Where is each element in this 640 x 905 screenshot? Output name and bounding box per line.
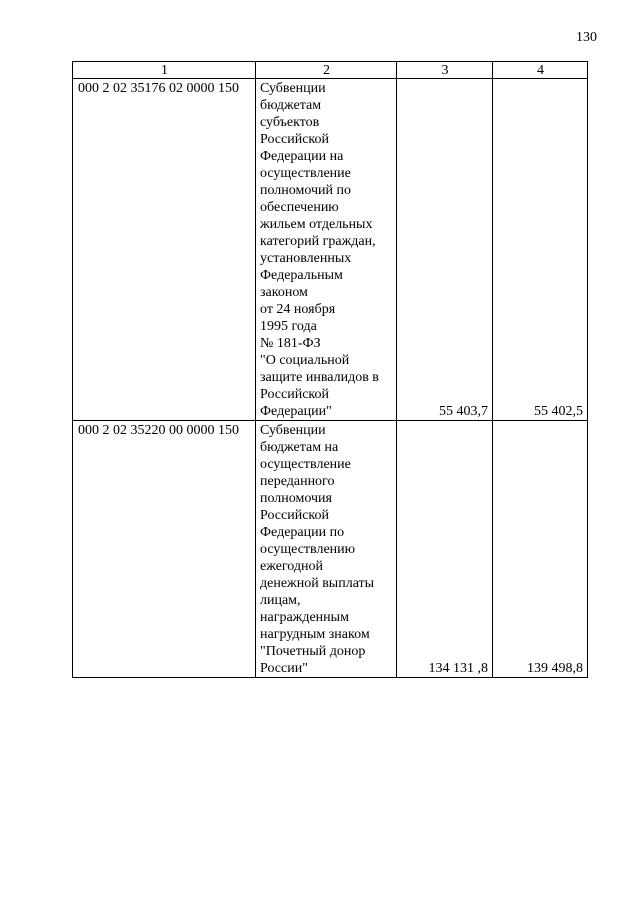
header-row — [73, 62, 588, 79]
page-number: 130 — [576, 30, 597, 45]
budget-code-cell: 000 2 02 35220 00 0000 150 — [73, 421, 256, 678]
column-header-2: 2 — [256, 62, 397, 79]
description-cell: Субвенции бюджетам субъектов Российской Федерации на осуществление полномочий по обеспечению жильем отдельных категорий граждан, установленных Федеральным законом от 24 ноября 1995 года № 181-ФЗ "О социальной защите инвалидов в Российской Федерации" — [256, 79, 397, 421]
column-header-4: 4 — [493, 62, 588, 79]
column-header-1: 1 — [73, 62, 256, 79]
amount-col4-cell: 139 498,8 — [493, 421, 588, 678]
budget-table — [72, 61, 588, 678]
description-cell: Субвенции бюджетам на осуществление переданного полномочия Российской Федерации по осуществлению ежегодной денежной выплаты лицам, награжденным нагрудным знаком "Почетный донор России" — [256, 421, 397, 678]
amount-col3-cell: 55 403,7 — [397, 79, 493, 421]
column-header-3: 3 — [397, 62, 493, 79]
budget-code-cell: 000 2 02 35176 02 0000 150 — [73, 79, 256, 421]
amount-col3-cell: 134 131 ,8 — [397, 421, 493, 678]
table-row — [73, 421, 588, 678]
amount-col4-cell: 55 402,5 — [493, 79, 588, 421]
table-row — [73, 79, 588, 421]
